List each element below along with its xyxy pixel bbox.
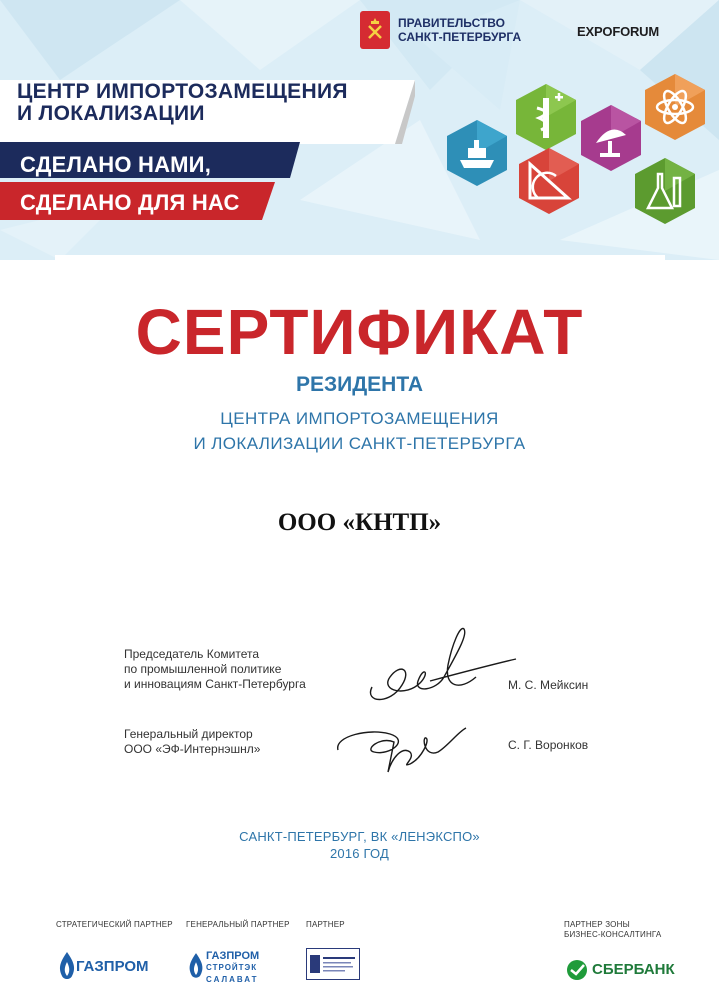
ship-icon xyxy=(444,118,510,188)
signatory-2-position: Генеральный директор ООО «ЭФ-Интернэшнл» xyxy=(124,727,261,756)
partner-emblem-icon xyxy=(307,949,359,979)
signatory-2-name: С. Г. Воронков xyxy=(508,738,589,752)
flame-icon xyxy=(56,950,78,980)
flame-icon xyxy=(186,950,206,980)
signature-2 xyxy=(330,712,480,787)
strategic-partner-label: СТРАТЕГИЧЕСКИЙ ПАРТНЕР xyxy=(56,920,173,929)
government-name: ПРАВИТЕЛЬСТВО САНКТ-ПЕТЕРБУРГА xyxy=(398,16,522,44)
expoforum-logo: EXPOFORUM xyxy=(577,24,659,39)
certificate-subtitle-center: ЦЕНТРА ИМПОРТОЗАМЕЩЕНИЯ И ЛОКАЛИЗАЦИИ САНКТ-ПЕТЕРБУРГА xyxy=(193,409,526,453)
zone-partner-label: ПАРТНЕР ЗОНЫ БИЗНЕС-КОНСАЛТИНГА xyxy=(564,920,662,939)
atom-icon xyxy=(642,72,708,142)
signatory-1-position: Председатель Комитета по промышленной политике и инновациям Санкт-Петербурга xyxy=(124,647,306,691)
government-logo xyxy=(360,10,521,50)
medicine-icon xyxy=(513,82,579,152)
sberbank-logo: СБЕРБАНК xyxy=(566,958,676,982)
geometry-tools-icon xyxy=(516,146,582,216)
partner-label: ПАРТНЕР xyxy=(306,920,345,929)
coat-of-arms-icon xyxy=(360,11,390,49)
slogan-text: СДЕЛАНО НАМИ, СДЕЛАНО ДЛЯ НАС xyxy=(20,152,240,215)
certificate-subtitle: РЕЗИДЕНТА xyxy=(295,373,424,396)
general-partner-label: ГЕНЕРАЛЬНЫЙ ПАРТНЕР xyxy=(186,920,290,929)
sberbank-icon xyxy=(566,959,588,981)
gazprom-logo: ГАЗПРОМ xyxy=(56,948,156,982)
certificate-title: СЕРТИФИКАТ xyxy=(135,296,584,368)
signature-1 xyxy=(360,625,520,710)
center-title: ЦЕНТР ИМПОРТОЗАМЕЩЕНИЯ И ЛОКАЛИЗАЦИИ xyxy=(17,80,348,125)
partner-logo xyxy=(306,948,360,980)
gazprom-strojtek-logo: ГАЗПРОМ СТРОЙТЭК САЛАВАТ xyxy=(186,948,286,982)
signatory-1-name: М. С. Мейксин xyxy=(508,678,589,692)
company-name: ООО «КНТП» xyxy=(277,509,442,536)
event-location: САНКТ-ПЕТЕРБУРГ, ВК «ЛЕНЭКСПО» 2016 ГОД xyxy=(239,829,480,861)
lab-flask-icon xyxy=(632,156,698,226)
